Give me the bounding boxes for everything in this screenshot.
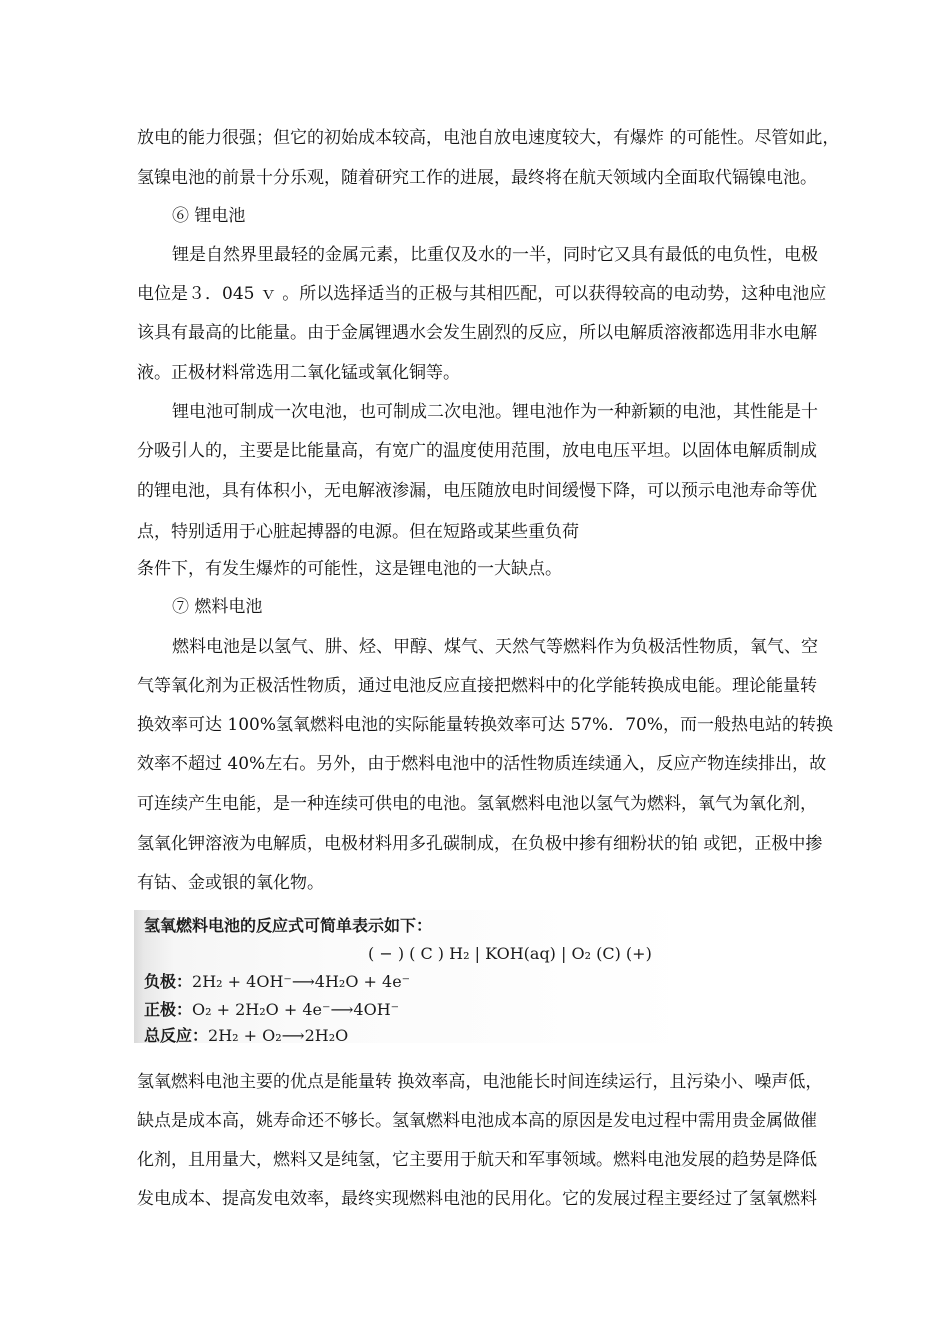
text-line: 点，特别适用于心脏起搏器的电源。但在短路或某些重负荷 — [137, 522, 579, 542]
text-line: 发电成本、提高发电效率，最终实现燃料电池的民用化。它的发展过程主要经过了氢氧燃料 — [137, 1189, 817, 1209]
text-line: 分吸引人的，主要是比能量高，有宽广的温度使用范围，放电电压平坦。以固体电解质制成 — [137, 441, 817, 461]
text-line: 缺点是成本高，姚寿命还不够长。氢氧燃料电池成本高的原因是发电过程中需用贵金属做催 — [137, 1111, 817, 1131]
reaction-equation-image — [134, 910, 694, 1043]
total-reaction-equation: 2H₂ + O₂⟶2H₂O — [208, 1026, 349, 1045]
text-line: 有钴、金或银的氧化物。 — [137, 873, 324, 893]
text-line: 该具有最高的比能量。由于金属锂遇水会发生剧烈的反应，所以电解质溶液都选用非水电解 — [137, 323, 817, 343]
text-line: 化剂，且用量大，燃料又是纯氢，它主要用于航天和军事领域。燃料电池发展的趋势是降低 — [137, 1150, 817, 1170]
total-reaction-label: 总反应： — [144, 1026, 209, 1045]
equation-title: 氢氧燃料电池的反应式可简单表示如下： — [144, 916, 433, 935]
text-line: 氢氧燃料电池主要的优点是能量转 换效率高，电池能长时间连续运行，且污染小、噪声低， — [137, 1072, 823, 1092]
text-line: 条件下，有发生爆炸的可能性，这是锂电池的一大缺点。 — [137, 559, 562, 579]
text-line: 放电的能力很强；但它的初始成本较高，电池自放电速度较大，有爆炸 的可能性。尽管如此， — [137, 128, 840, 148]
text-line: 锂是自然界里最轻的金属元素，比重仅及水的一半，同时它又具有最低的电负性，电极 — [172, 245, 818, 265]
text-line: 锂电池可制成一次电池，也可制成二次电池。锂电池作为一种新颖的电池，其性能是十 — [172, 402, 818, 422]
section-heading-lithium: ⑥ 锂电池 — [172, 206, 246, 226]
text-line: 氢氧化钾溶液为电解质，电极材料用多孔碳制成，在负极中掺有细粉状的铂 或钯，正极中掺 — [137, 834, 823, 854]
text-line: 可连续产生电能，是一种连续可供电的电池。氢氧燃料电池以氢气为燃料，氧气为氧化剂， — [137, 794, 817, 814]
negative-electrode-label: 负极： — [144, 972, 193, 991]
text-line: 液。正极材料常选用二氧化锰或氧化铜等。 — [137, 363, 460, 383]
positive-electrode-label: 正极： — [144, 1000, 193, 1019]
text-line: 气等氧化剂为正极活性物质，通过电池反应直接把燃料中的化学能转换成电能。理论能量转 — [137, 676, 817, 696]
cell-notation: ( − ) ( C ) H₂ | KOH(aq) | O₂ (C) (+) — [368, 944, 652, 963]
text-line: 效率不超过 40%左右。另外，由于燃料电池中的活性物质连续通入，反应产物连续排出，故 — [137, 754, 827, 774]
positive-electrode-equation: O₂ + 2H₂O + 4e⁻⟶4OH⁻ — [192, 1000, 400, 1019]
text-line: 电位是３．045 ｖ 。所以选择适当的正极与其相匹配，可以获得较高的电动势，这种电池应 — [137, 284, 827, 304]
text-line: 换效率可达 100%氢氧燃料电池的实际能量转换效率可达 57%．70%，而一般热电站的转换 — [137, 715, 833, 735]
negative-electrode-equation: 2H₂ + 4OH⁻⟶4H₂O + 4e⁻ — [192, 972, 411, 991]
section-heading-fuel-cell: ⑦ 燃料电池 — [172, 597, 263, 617]
text-line: 燃料电池是以氢气、肼、烃、甲醇、煤气、天然气等燃料作为负极活性物质，氧气、空 — [172, 637, 818, 657]
text-line: 氢镍电池的前景十分乐观，随着研究工作的进展，最终将在航天领域内全面取代镉镍电池。 — [137, 168, 817, 188]
text-line: 的锂电池，具有体积小，无电解液渗漏，电压随放电时间缓慢下降，可以预示电池寿命等优 — [137, 481, 817, 501]
